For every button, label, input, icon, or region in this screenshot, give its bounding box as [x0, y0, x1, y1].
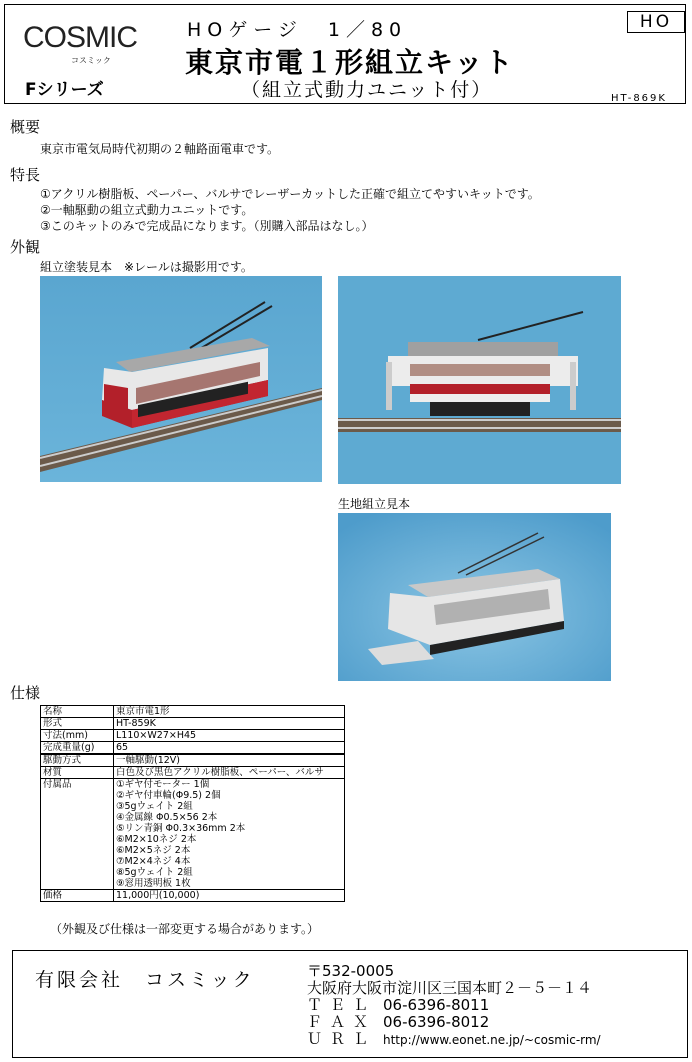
painted-tram-side-photo	[338, 276, 621, 484]
spec-value-line: 一軸駆動(12V)	[116, 755, 180, 766]
spec-value	[114, 730, 345, 742]
spec-row	[41, 779, 345, 890]
postal-code: 〒532-0005	[307, 962, 395, 980]
spec-key: 駆動方式	[41, 754, 114, 767]
spec-row	[41, 767, 345, 779]
spec-key: 形式	[41, 718, 114, 730]
logo-subtext: コスミック	[71, 56, 111, 65]
spec-value-line: ⑨窓用透明板 1枚	[116, 878, 191, 889]
company-name: 有限会社 コスミック	[35, 969, 255, 991]
overview-text: 東京市電気局時代初期の２軸路面電車です。	[40, 142, 280, 156]
spec-row	[41, 754, 345, 767]
spec-value	[114, 754, 345, 767]
logo-text: COSMIC	[23, 21, 137, 54]
product-subtitle: （組立式動力ユニット付）	[241, 79, 493, 101]
spec-value-line: 11,000円(10,000)	[116, 890, 200, 901]
spec-key: 付属品	[41, 779, 114, 890]
spec-row	[41, 706, 345, 718]
spec-key: 材質	[41, 767, 114, 779]
spec-key: 名称	[41, 706, 114, 718]
gauge-badge: HO	[627, 11, 685, 33]
spec-value-line: 65	[116, 742, 129, 753]
spec-value	[114, 767, 345, 779]
product-code: HT-869K	[611, 93, 667, 104]
spec-value	[114, 742, 345, 755]
scale-label: HOゲージ 1／80	[187, 19, 408, 41]
feature-item: ①アクリル樹脂板、ペーパー、バルサでレーザーカットした正確で組立てやすいキットです。	[40, 187, 540, 201]
url-link[interactable]: http://www.eonet.ne.jp/~cosmic-rm/	[383, 1033, 601, 1047]
unpainted-sample-caption: 生地組立見本	[338, 497, 411, 511]
contact-block	[307, 963, 601, 1049]
overview-heading: 概要	[10, 118, 41, 136]
url-label: ＵＲＬ	[307, 1030, 377, 1048]
painted-tram-photo	[40, 276, 322, 482]
fax-number: 06-6396-8012	[383, 1013, 490, 1031]
spec-value-line: ②ギヤ付車輪(Φ9.5) 2個	[116, 790, 221, 801]
spec-value-line: ⑥M2×10ネジ 2本	[116, 834, 197, 845]
spec-value-line: ⑧5gウェイト 2組	[116, 867, 193, 878]
spec-row	[41, 890, 345, 902]
address: 大阪府大阪市淀川区三国本町２－５－１４	[307, 979, 593, 997]
features-heading: 特長	[10, 166, 41, 184]
spec-heading: 仕様	[10, 684, 41, 702]
painted-sample-caption: 組立塗装見本 ※レールは撮影用です。	[40, 260, 253, 274]
tel-label: ＴＥＬ	[307, 996, 377, 1014]
spec-row	[41, 742, 345, 755]
fax-label: ＦＡＸ	[307, 1013, 377, 1031]
spec-key: 価格	[41, 890, 114, 902]
spec-value	[114, 718, 345, 730]
series-label: Fシリーズ	[25, 80, 104, 100]
spec-value-line: ④金属線 Φ0.5×56 2本	[116, 812, 218, 823]
spec-note: （外観及び仕様は一部変更する場合があります。）	[50, 922, 320, 936]
header-box	[4, 4, 686, 104]
spec-value-line: 白色及び黒色アクリル樹脂板、ペーパー、バルサ	[116, 767, 324, 778]
feature-item: ②一軸駆動の組立式動力ユニットです。	[40, 203, 254, 217]
product-title: 東京市電１形組立キット	[185, 46, 515, 79]
feature-item: ③このキットのみで完成品になります。（別購入部品はなし。）	[40, 219, 374, 233]
spec-value-line: HT-859K	[116, 718, 156, 729]
appearance-heading: 外観	[10, 238, 41, 256]
cosmic-logo	[19, 21, 137, 71]
tel-number: 06-6396-8011	[383, 996, 490, 1014]
spec-table	[40, 705, 345, 902]
footer-box	[12, 950, 688, 1058]
spec-value-line: ③5gウェイト 2組	[116, 801, 193, 812]
spec-row	[41, 730, 345, 742]
unpainted-tram-photo	[338, 513, 611, 681]
spec-value	[114, 706, 345, 718]
spec-key: 寸法(mm)	[41, 730, 114, 742]
spec-value-line: ①ギヤ付モーター 1個	[116, 779, 210, 790]
spec-value-line: ⑤リン青銅 Φ0.3×36mm 2本	[116, 823, 246, 834]
spec-value	[114, 779, 345, 890]
spec-value-line: L110×W27×H45	[116, 730, 197, 741]
spec-value-line: ⑦M2×4ネジ 4本	[116, 856, 191, 867]
spec-key: 完成重量(g)	[41, 742, 114, 755]
spec-value	[114, 890, 345, 902]
spec-row	[41, 718, 345, 730]
spec-value-line: 東京市電1形	[116, 706, 170, 717]
spec-value-line: ⑥M2×5ネジ 2本	[116, 845, 191, 856]
